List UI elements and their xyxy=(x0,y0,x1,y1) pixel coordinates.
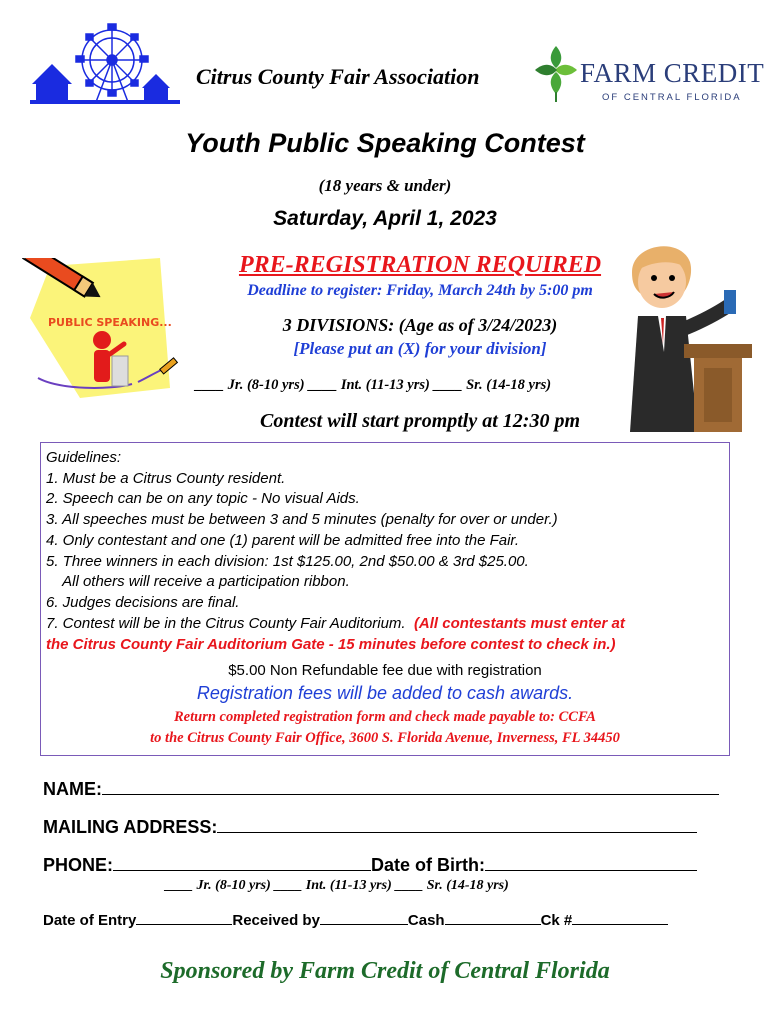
name-row xyxy=(43,778,719,800)
divisions-heading: 3 DIVISIONS: (Age as of 3/24/2023) xyxy=(282,315,558,335)
fees-added-note: Registration fees will be added to cash awards. xyxy=(196,683,574,703)
guideline-item: All others will receive a participation ribbon. xyxy=(46,573,350,590)
address-label: MAILING ADDRESS: xyxy=(43,817,218,837)
guideline-item-7-text: 7. Contest will be in the Citrus County Fair Auditorium. xyxy=(46,615,414,632)
guidelines-heading: Guidelines: xyxy=(46,449,122,466)
farm-credit-logo-subtitle: OF CENTRAL FLORIDA xyxy=(602,92,742,103)
guideline-item: 1. Must be a Citrus County resident. xyxy=(46,470,286,487)
phone-field[interactable] xyxy=(113,854,371,871)
association-name: Citrus County Fair Association xyxy=(196,64,480,89)
phone-label: PHONE: xyxy=(43,855,114,875)
dob-field[interactable] xyxy=(485,854,697,871)
division-int[interactable]: Int. (11-13 yrs) xyxy=(340,377,430,393)
registration-deadline: Deadline to register: Friday, March 24th by 5:00 pm xyxy=(247,282,593,299)
guideline-item-7 xyxy=(46,615,625,632)
contest-date: Saturday, April 1, 2023 xyxy=(273,207,497,230)
form-division-jr[interactable]: Jr. (8-10 yrs) xyxy=(196,878,271,893)
guideline-item: 6. Judges decisions are final. xyxy=(46,594,240,611)
address-row xyxy=(43,816,697,838)
phone-row xyxy=(43,854,697,876)
entry-date-field[interactable] xyxy=(136,912,232,925)
guideline-item: 3. All speeches must be between 3 and 5 minutes (penalty for over or under.) xyxy=(46,511,558,528)
divisions-instruction: [Please put an (X) for your division] xyxy=(293,339,547,358)
form-division-sr[interactable]: Sr. (14-18 yrs) xyxy=(426,878,509,893)
return-instructions: Return completed registration form and check made payable to: CCFA xyxy=(174,709,596,725)
guideline-item-7-warning: (All contestants must enter at xyxy=(413,615,625,632)
return-address: to the Citrus County Fair Office, 3600 S. Florida Avenue, Inverness, FL 34450 xyxy=(150,730,620,746)
division-jr[interactable]: Jr. (8-10 yrs) xyxy=(227,377,305,393)
start-time: Contest will start promptly at 12:30 pm xyxy=(259,410,581,432)
received-by-label: Received by xyxy=(232,912,320,929)
guideline-item: 4. Only contestant and one (1) parent will be admitted free into the Fair. xyxy=(46,532,520,549)
division-sr[interactable]: Sr. (14-18 yrs) xyxy=(466,377,552,393)
entry-date-label: Date of Entry xyxy=(43,912,137,929)
cash-field[interactable] xyxy=(445,912,541,925)
fee-note: $5.00 Non Refundable fee due with registration xyxy=(228,662,542,679)
sponsor-line: Sponsored by Farm Credit of Central Florida xyxy=(160,958,610,984)
age-note: (18 years & under) xyxy=(318,176,452,195)
division-choices: ____ Jr. (8-10 yrs) ____ Int. (11-13 yrs) ____ Sr. (14-18 yrs) xyxy=(195,377,552,393)
contest-title: Youth Public Speaking Contest xyxy=(185,128,585,158)
check-label: Ck # xyxy=(540,912,573,929)
guideline-item-7-warning-cont: the Citrus County Fair Auditorium Gate - 15 minutes before contest to check in.) xyxy=(46,636,616,653)
dob-label: Date of Birth: xyxy=(371,855,486,875)
check-number-field[interactable] xyxy=(572,912,668,925)
farm-credit-logo-icon xyxy=(533,44,579,102)
farm-credit-logo-name: FARM CREDIT xyxy=(580,58,765,88)
cash-label: Cash xyxy=(407,912,445,929)
form-division-int[interactable]: Int. (11-13 yrs) xyxy=(305,878,392,893)
mailing-address-field[interactable] xyxy=(217,816,697,833)
office-use-row xyxy=(43,912,668,929)
guideline-item: 2. Speech can be on any topic - No visual Aids. xyxy=(46,490,360,507)
received-by-field[interactable] xyxy=(320,912,408,925)
name-label: NAME: xyxy=(43,779,102,799)
division-choices-form: ____ Jr. (8-10 yrs) ____ Int. (11-13 yrs) ____ Sr. (14-18 yrs) xyxy=(165,878,509,893)
guideline-item: 5. Three winners in each division: 1st $125.00, 2nd $50.00 & 3rd $25.00. xyxy=(46,553,529,570)
clipart-label: PUBLIC SPEAKING... xyxy=(48,316,172,329)
name-field[interactable] xyxy=(102,778,719,795)
fair-logo-icon xyxy=(30,22,185,107)
guidelines-box xyxy=(40,442,730,756)
preregistration-required: PRE-REGISTRATION REQUIRED xyxy=(238,252,602,278)
